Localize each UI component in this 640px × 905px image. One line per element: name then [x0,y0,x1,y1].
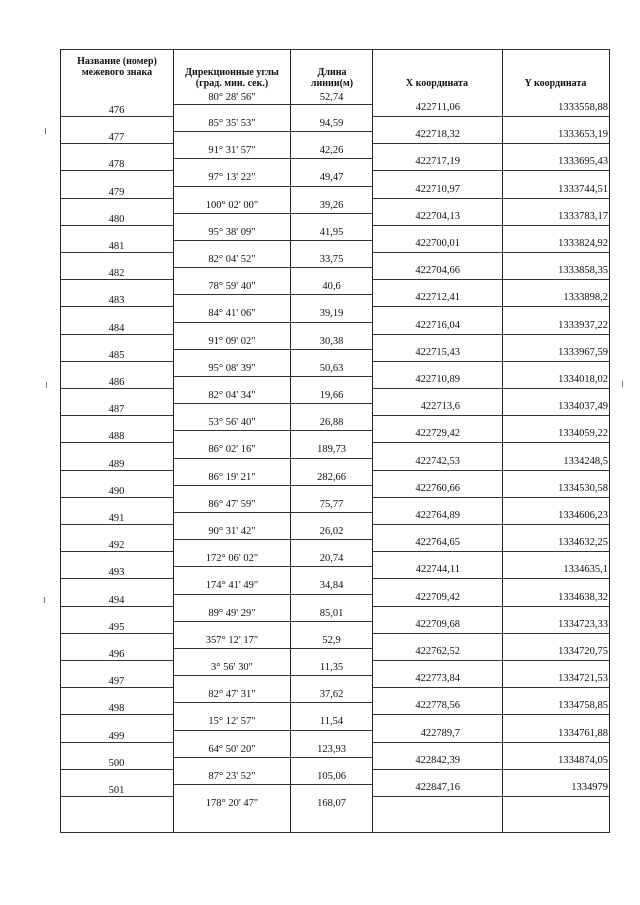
line-length: 50,63 [319,363,344,374]
point-name: 490 [108,486,125,497]
y-coordinate: 1334606,23 [558,510,608,521]
x-coordinate: 422764,89 [415,510,460,521]
line-length: 123,93 [317,744,346,755]
line-length: 19,66 [319,390,344,401]
segment-rule [174,594,290,595]
row-rule [502,551,609,552]
direction-angle: 86° 02' 16" [208,444,256,455]
x-coordinate: 422709,42 [415,592,460,603]
segment-rule [174,322,290,323]
table-border-top [60,49,609,50]
row-rule [372,551,502,552]
row-rule [372,742,502,743]
row-rule [502,524,609,525]
y-coordinate: 1334248,5 [563,456,608,467]
line-length: 39,19 [319,308,344,319]
header-name: Название (номер) межевого знака [77,56,157,78]
direction-angle: 82° 47' 31" [208,689,256,700]
scan-artifact [46,382,47,388]
x-coordinate: 422700,01 [415,238,460,249]
row-rule [502,633,609,634]
direction-angle: 178° 20' 47" [205,798,259,809]
y-coordinate: 1334638,32 [558,592,608,603]
segment-rule [174,213,290,214]
row-rule [60,279,173,280]
row-rule [372,606,502,607]
point-name: 497 [108,676,125,687]
x-coordinate: 422744,11 [415,564,460,575]
row-rule [60,442,173,443]
segment-rule [174,757,290,758]
direction-angle: 172° 06' 02" [205,553,259,564]
row-rule [502,606,609,607]
line-length: 168,07 [317,798,346,809]
y-coordinate: 1334530,58 [558,483,608,494]
direction-angle: 90° 31' 42" [208,526,256,537]
segment-rule [291,730,372,731]
row-rule [60,170,173,171]
row-rule [502,143,609,144]
scan-artifact [622,381,623,387]
line-length: 41,95 [319,227,344,238]
segment-rule [291,594,372,595]
row-rule [60,470,173,471]
point-name: 478 [108,159,125,170]
row-rule [60,660,173,661]
point-name: 482 [108,268,125,279]
x-coordinate: 422717,19 [415,156,460,167]
row-rule [372,497,502,498]
direction-angle: 97° 13' 22" [208,172,256,183]
row-rule [60,742,173,743]
point-name: 476 [108,105,125,116]
segment-rule [291,186,372,187]
row-rule [60,524,173,525]
row-rule [372,442,502,443]
x-coordinate: 422847,16 [415,782,460,793]
direction-angle: 91° 31' 57" [208,145,256,156]
segment-rule [174,730,290,731]
line-length: 85,01 [319,608,344,619]
row-rule [60,198,173,199]
segment-rule [291,267,372,268]
segment-rule [174,702,290,703]
point-name: 485 [108,350,125,361]
x-coordinate: 422729,42 [415,428,460,439]
y-coordinate: 1334721,53 [558,673,608,684]
row-rule [502,252,609,253]
line-length: 189,73 [317,444,346,455]
x-coordinate: 422718,32 [415,129,460,140]
segment-rule [291,702,372,703]
point-name: 499 [108,731,125,742]
direction-angle: 78° 59' 40" [208,281,256,292]
point-name: 494 [108,595,125,606]
line-length: 75,77 [319,499,344,510]
y-coordinate: 1333558,88 [558,102,608,113]
segment-rule [291,376,372,377]
line-length: 52,9 [322,635,341,646]
scan-artifact [44,597,45,603]
point-name: 492 [108,540,125,551]
x-coordinate: 422760,66 [415,483,460,494]
row-rule [502,198,609,199]
segment-rule [174,131,290,132]
row-rule [60,361,173,362]
row-rule [60,225,173,226]
y-coordinate: 1333967,59 [558,347,608,358]
segment-rule [291,430,372,431]
direction-angle: 64° 50' 20" [208,744,256,755]
segment-rule [174,784,290,785]
row-rule [372,306,502,307]
direction-angle: 82° 04' 34" [208,390,256,401]
direction-angle: 95° 38' 09" [208,227,256,238]
x-coordinate: 422842,39 [415,755,460,766]
x-coordinate: 422713,6 [420,401,460,412]
y-coordinate: 1334758,85 [558,700,608,711]
y-coordinate: 1334632,25 [558,537,608,548]
segment-rule [174,458,290,459]
header-angle: Дирекционные углы (град. мин. сек.) [185,67,279,89]
segment-rule [291,458,372,459]
row-rule [502,660,609,661]
x-coordinate: 422789,7 [420,728,460,739]
point-name: 477 [108,132,125,143]
segment-rule [174,512,290,513]
segment-rule [291,784,372,785]
line-length: 26,88 [319,417,344,428]
segment-rule [291,104,372,105]
direction-angle: 95° 08' 39" [208,363,256,374]
line-length: 105,06 [317,771,346,782]
y-coordinate: 1333898,2 [563,292,608,303]
line-length: 49,47 [319,172,344,183]
row-rule [60,388,173,389]
point-name: 481 [108,241,125,252]
direction-angle: 53° 56' 40" [208,417,256,428]
x-coordinate: 422742,53 [415,456,460,467]
row-rule [372,143,502,144]
line-length: 37,62 [319,689,344,700]
row-rule [502,306,609,307]
row-rule [372,687,502,688]
segment-rule [174,403,290,404]
y-coordinate: 1334037,49 [558,401,608,412]
segment-rule [291,675,372,676]
x-coordinate: 422715,43 [415,347,460,358]
point-name: 491 [108,513,125,524]
line-length: 40,6 [322,281,341,292]
table-border-right [609,49,610,833]
y-coordinate: 1333858,35 [558,265,608,276]
line-length: 30,38 [319,336,344,347]
row-rule [372,279,502,280]
direction-angle: 85° 35' 53" [208,118,256,129]
direction-angle: 100° 02' 00" [205,200,259,211]
direction-angle: 15° 12' 57" [208,716,256,727]
segment-rule [174,675,290,676]
y-coordinate: 1334720,75 [558,646,608,657]
table-border-bottom [60,832,609,833]
y-coordinate: 1334018,02 [558,374,608,385]
x-coordinate: 422710,89 [415,374,460,385]
row-rule [502,578,609,579]
row-rule [502,742,609,743]
segment-rule [174,566,290,567]
row-rule [372,415,502,416]
row-rule [502,334,609,335]
segment-rule [291,158,372,159]
initial-length: 52,74 [319,92,344,103]
row-rule [502,361,609,362]
row-rule [372,470,502,471]
y-coordinate: 1334979 [571,782,608,793]
point-name: 486 [108,377,125,388]
row-rule [372,660,502,661]
row-rule [502,388,609,389]
row-rule [372,633,502,634]
segment-rule [174,539,290,540]
segment-rule [174,376,290,377]
x-coordinate: 422704,66 [415,265,460,276]
scan-artifact [45,128,46,134]
x-coordinate: 422710,97 [415,184,460,195]
row-rule [502,170,609,171]
direction-angle: 174° 41' 49" [205,580,259,591]
point-name: 493 [108,567,125,578]
line-length: 11,54 [319,716,344,727]
row-rule [372,578,502,579]
row-rule [60,143,173,144]
row-rule [372,796,502,797]
segment-rule [174,186,290,187]
y-coordinate: 1333653,19 [558,129,608,140]
row-rule [372,769,502,770]
row-rule [60,714,173,715]
x-coordinate: 422712,41 [415,292,460,303]
row-rule [60,578,173,579]
direction-angle: 357° 12' 17" [205,635,259,646]
row-rule [502,497,609,498]
row-rule [372,388,502,389]
point-name: 480 [108,214,125,225]
y-coordinate: 1333783,17 [558,211,608,222]
point-name: 483 [108,295,125,306]
segment-rule [291,349,372,350]
row-rule [372,225,502,226]
row-rule [502,796,609,797]
row-rule [60,497,173,498]
row-rule [372,361,502,362]
direction-angle: 3° 56' 30" [211,662,253,673]
row-rule [60,551,173,552]
row-rule [60,306,173,307]
direction-angle: 82° 04' 52" [208,254,256,265]
point-name: 489 [108,459,125,470]
y-coordinate: 1333695,43 [558,156,608,167]
line-length: 20,74 [319,553,344,564]
line-length: 282,66 [317,472,346,483]
line-length: 42,26 [319,145,344,156]
row-rule [502,714,609,715]
y-coordinate: 1333824,92 [558,238,608,249]
segment-rule [291,566,372,567]
point-name: 498 [108,703,125,714]
x-coordinate: 422773,84 [415,673,460,684]
direction-angle: 86° 19' 21" [208,472,256,483]
segment-rule [291,240,372,241]
direction-angle: 87° 23' 52" [208,771,256,782]
row-rule [372,334,502,335]
point-name: 495 [108,622,125,633]
y-coordinate: 1333744,51 [558,184,608,195]
segment-rule [291,322,372,323]
x-coordinate: 422716,04 [415,320,460,331]
x-coordinate: 422709,68 [415,619,460,630]
row-rule [60,769,173,770]
segment-rule [291,485,372,486]
segment-rule [291,403,372,404]
row-rule [60,796,173,797]
segment-rule [291,648,372,649]
point-name: 500 [108,758,125,769]
segment-rule [174,621,290,622]
header-y: Y координата [524,78,587,89]
header-x: X координата [405,78,469,89]
y-coordinate: 1334874,05 [558,755,608,766]
row-rule [372,252,502,253]
row-rule [502,442,609,443]
y-coordinate: 1334059,22 [558,428,608,439]
segment-rule [174,158,290,159]
row-rule [502,415,609,416]
row-rule [60,606,173,607]
row-rule [372,714,502,715]
row-rule [60,633,173,634]
direction-angle: 89° 49' 29" [208,608,256,619]
point-name: 479 [108,187,125,198]
row-rule [502,470,609,471]
segment-rule [291,621,372,622]
row-rule [60,252,173,253]
segment-rule [291,539,372,540]
row-rule [372,170,502,171]
segment-rule [174,240,290,241]
row-rule [60,415,173,416]
point-name: 487 [108,404,125,415]
segment-rule [291,213,372,214]
segment-rule [291,512,372,513]
row-rule [60,334,173,335]
direction-angle: 91° 09' 02" [208,336,256,347]
initial-angle: 80° 28' 56" [208,92,256,103]
row-rule [372,198,502,199]
point-name: 496 [108,649,125,660]
header-length: Длина линии(м) [310,67,354,89]
segment-rule [174,648,290,649]
segment-rule [174,430,290,431]
x-coordinate: 422711,06 [415,102,460,113]
row-rule [372,116,502,117]
direction-angle: 84° 41' 06" [208,308,256,319]
segment-rule [291,294,372,295]
line-length: 33,75 [319,254,344,265]
segment-rule [174,485,290,486]
x-coordinate: 422762,52 [415,646,460,657]
row-rule [502,225,609,226]
line-length: 26,02 [319,526,344,537]
point-name: 484 [108,323,125,334]
row-rule [372,524,502,525]
line-length: 11,35 [319,662,344,673]
x-coordinate: 422704,13 [415,211,460,222]
x-coordinate: 422764,65 [415,537,460,548]
point-name: 488 [108,431,125,442]
y-coordinate: 1334723,33 [558,619,608,630]
row-rule [502,116,609,117]
segment-rule [174,294,290,295]
point-name: 501 [108,785,125,796]
segment-rule [174,267,290,268]
row-rule [502,687,609,688]
segment-rule [174,104,290,105]
segment-rule [174,349,290,350]
row-rule [502,279,609,280]
segment-rule [291,131,372,132]
line-length: 39,26 [319,200,344,211]
y-coordinate: 1333937,22 [558,320,608,331]
line-length: 34,84 [319,580,344,591]
y-coordinate: 1334635,1 [563,564,608,575]
y-coordinate: 1334761,88 [558,728,608,739]
direction-angle: 86° 47' 59" [208,499,256,510]
segment-rule [291,757,372,758]
row-rule [502,769,609,770]
row-rule [60,116,173,117]
line-length: 94,59 [319,118,344,129]
row-rule [60,687,173,688]
x-coordinate: 422778,56 [415,700,460,711]
